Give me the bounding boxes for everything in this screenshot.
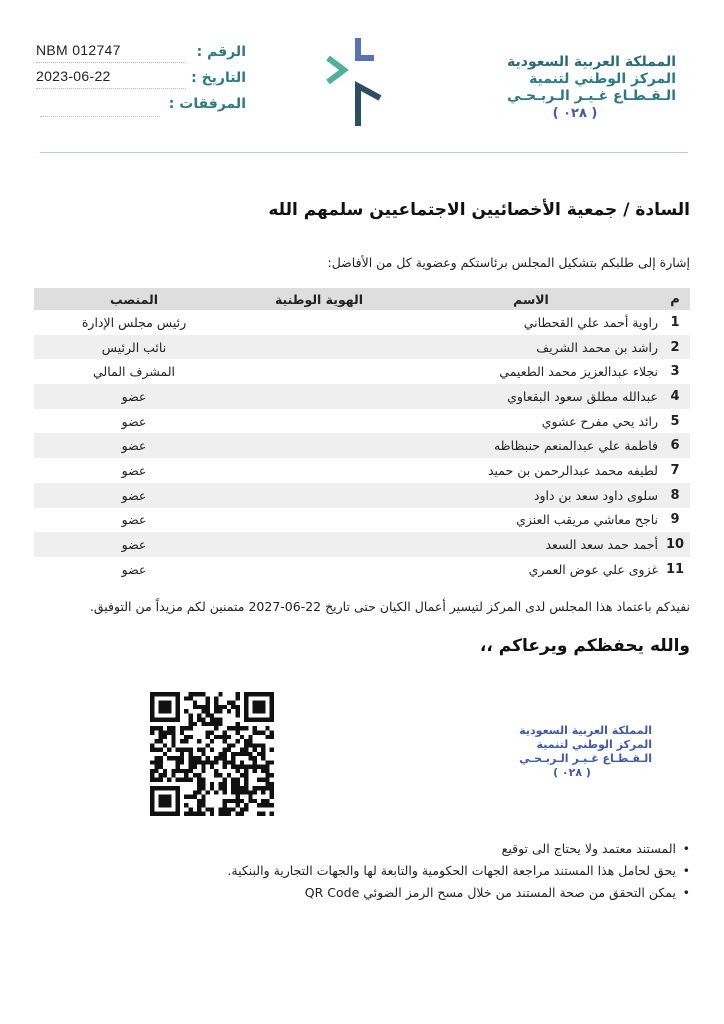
letter-intro: إشارة إلى طلبكم بتشكيل المجلس برئاستكم وعضوية كل من الأفاضل:	[327, 255, 690, 270]
row-id	[234, 433, 404, 458]
table-row	[34, 557, 690, 582]
row-num: 10	[660, 532, 690, 557]
note-item: • يحق لحامل هذا المستند مراجعة الجهات الحكومية والتابعة لها والجهات التجارية والبنكية.	[227, 860, 690, 882]
row-id	[234, 458, 404, 483]
row-name: نجلاء عبدالعزيز محمد الطعيمي	[499, 364, 658, 380]
row-num: 1	[670, 314, 680, 330]
row-name: عبدالله مطلق سعود البقعاوي	[404, 384, 660, 409]
org-name-country: المملكة العربية السعودية	[507, 54, 676, 70]
row-id	[234, 557, 404, 582]
row-name: فاطمة علي عبدالمنعم حنبظاظه	[404, 433, 660, 458]
row-num: 11	[665, 561, 685, 577]
row-name: ناجح معاشي مريقب العنزي	[516, 512, 658, 528]
table-header-row	[34, 288, 690, 310]
row-position: عضو	[121, 561, 147, 577]
table-row	[34, 359, 690, 384]
table-row	[34, 458, 690, 483]
closing-greeting: والله يحفظكم ويرعاكم ،،	[479, 636, 690, 656]
number-rule	[36, 62, 186, 63]
row-id	[234, 359, 404, 384]
row-position: عضو	[121, 462, 147, 478]
center-logo-icon	[322, 36, 394, 128]
row-position: عضو	[34, 433, 234, 458]
row-id	[234, 384, 404, 409]
footer-org-country: المملكة العربية السعودية	[519, 724, 652, 737]
row-name: راشد بن محمد الشريف	[404, 335, 660, 360]
header-divider	[40, 152, 688, 153]
meta-date-row	[36, 68, 246, 94]
row-position: عضو	[34, 532, 234, 557]
meta-attachments-row	[36, 94, 246, 120]
attachments-rule	[40, 116, 160, 117]
letter-salutation: السادة / جمعية الأخصائيين الاجتماعيين سلمهم الله	[268, 200, 690, 220]
row-position: المشرف المالي	[92, 364, 176, 380]
row-num: 2	[660, 335, 690, 360]
row-position: رئيس مجلس الإدارة	[81, 314, 187, 330]
row-num: 6	[660, 433, 690, 458]
row-position: عضو	[121, 413, 147, 429]
row-id	[234, 483, 404, 508]
date-rule	[36, 88, 186, 89]
row-position: عضو	[34, 483, 234, 508]
row-name: لطيفه محمد عبدالرحمن بن حميد	[487, 462, 658, 478]
document-meta	[36, 42, 246, 120]
row-num: 5	[670, 413, 680, 429]
number-label: الرقم :	[196, 44, 246, 60]
row-num: 7	[670, 462, 680, 478]
row-position: عضو	[121, 512, 147, 528]
row-position: نائب الرئيس	[34, 335, 234, 360]
table-row	[34, 483, 690, 508]
table-row	[34, 508, 690, 533]
note-item: • يمكن التحقق من صحة المستند من خلال مسح الرمز الضوئي QR Code	[227, 882, 690, 904]
document-date: 2023-06-22	[36, 68, 111, 84]
footer-organization-mark	[492, 724, 652, 779]
row-num: 4	[660, 384, 690, 409]
date-label: التاريخ :	[191, 70, 246, 86]
row-id	[234, 409, 404, 434]
header-name: الاسم	[404, 288, 660, 310]
table-row	[34, 409, 690, 434]
row-position: عضو	[34, 384, 234, 409]
table-row	[34, 310, 690, 335]
table-row	[34, 335, 690, 360]
row-name: سلوى داود سعد بن داود	[404, 483, 660, 508]
row-id	[234, 508, 404, 533]
row-id	[234, 310, 404, 335]
org-name-center: المركز الوطني لتنمية	[529, 71, 676, 87]
meta-number-row	[36, 42, 246, 68]
row-id	[234, 335, 404, 360]
header-num: م	[660, 288, 690, 310]
table-row	[34, 433, 690, 458]
row-name: راوية أحمد علي القحطاني	[523, 314, 658, 330]
header-position: المنصب	[34, 288, 234, 310]
row-name: رائد يحي مفرح عشوي	[541, 413, 658, 429]
organization-header	[476, 54, 676, 121]
attachments-label: المرفقات :	[168, 96, 246, 112]
board-members-table	[34, 288, 690, 582]
closing-paragraph: نفيدكم باعتماد هذا المجلس لدى المركز لتيسير أعمال الكيان حتى تاريخ 22-06-2027 متمنين لكم مزيداً من التوفيق.	[89, 599, 690, 614]
document-notes	[227, 838, 690, 904]
footer-org-year-mark: ( ٠٢٨ )	[553, 766, 591, 779]
header-id: الهوية الوطنية	[234, 288, 404, 310]
footer-org-center: المركز الوطني لتنمية	[536, 738, 652, 751]
row-name: أحمد حمد سعد السعد	[404, 532, 660, 557]
row-num: 9	[670, 512, 680, 528]
row-id	[234, 532, 404, 557]
note-item: • المستند معتمد ولا يحتاج الى توقيع	[227, 838, 690, 860]
row-num: 8	[660, 483, 690, 508]
table-row	[34, 384, 690, 409]
footer-org-sector: الـقـطـاع غـيـر الـربـحـي	[519, 752, 652, 765]
row-num: 3	[670, 364, 680, 380]
org-name-sector: الـقـطـاع غـيـر الـربـحـي	[507, 88, 676, 104]
qr-code-icon[interactable]	[150, 692, 274, 816]
row-name: غزوى علي عوض العمري	[528, 561, 658, 577]
org-year-mark: ( ٠٢٨ )	[552, 106, 598, 121]
document-number: NBM 012747	[36, 42, 121, 58]
table-row	[34, 532, 690, 557]
